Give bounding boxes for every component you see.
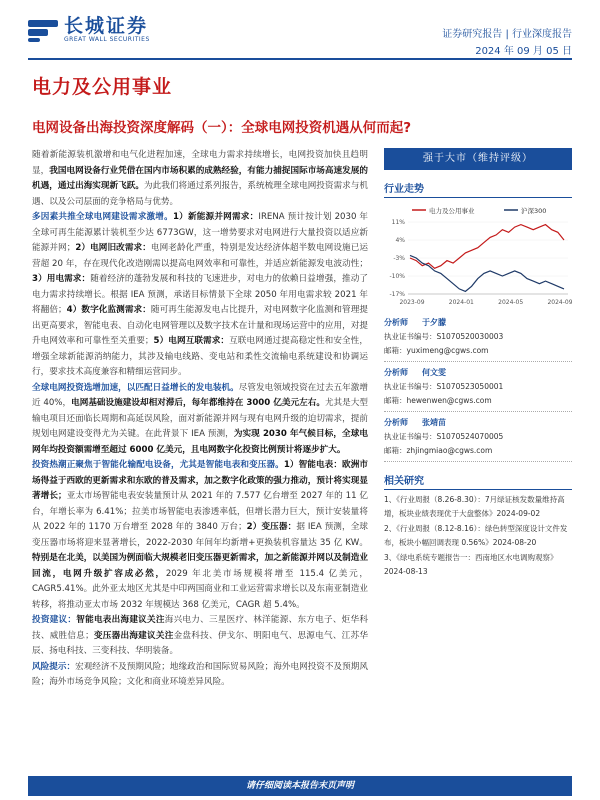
analyst-label: 分析师 — [384, 368, 408, 377]
trend-chart-svg — [384, 202, 572, 312]
y-tick-label: 4% — [395, 237, 405, 244]
analyst-name: 张靖苗 — [422, 418, 446, 427]
text: 随可再生能源发电占比提升，对电网数字化监测和管理提出更高要求，智能电表、自动化电网管理以及数字技术在计量和现场运营中的应用，对提升电网效率和可靠性至关重要； — [32, 305, 368, 346]
paragraph-equipment — [32, 458, 368, 613]
report-type: 证券研究报告 | 行业深度报告 — [442, 29, 572, 40]
text: 随着经济的蓬勃发展和科技的飞速进步，对电力的依赖日益增强，推动了电力需求持续增长。根据 IEA 预测，承诺目标情景下全球 2050 年用电需求较 2021 年将翻倍； — [32, 274, 368, 315]
analyst-card — [384, 362, 572, 412]
para-heading: 多因素共推全球电网建设需求激增。 — [32, 212, 173, 222]
related-item[interactable]: 2、《行业周报（8.12-8.16）：绿色转型深度设计文件发布，板块小幅回调表现 0.56%》2024-08-20 — [384, 524, 568, 547]
related-list — [384, 493, 572, 578]
paragraph-investment — [32, 381, 368, 459]
text: 据 IEA 预测，全球变压器市场将迎来显著增长，2022-2030 年间年均新增+更换装机容量达 35 亿 KW。 — [32, 522, 369, 548]
text-bold: 欧洲市场得益于西欧的更新需求和东欧的普及需求，加之数字化政策的强力推动，预计将实现显著增长； — [32, 460, 368, 501]
paragraph-risk — [32, 660, 368, 691]
header-divider — [28, 58, 572, 60]
para-heading: 投资热潮正聚焦于智能化输配电设备，尤其是智能电表和变压器。 — [32, 460, 284, 470]
text-bold: 电网基础设施建设却相对滞后，每年都维持在 3000 亿美元左右。 — [71, 398, 325, 408]
text-bold: 1）新能源并网需求： — [172, 212, 259, 222]
text: 为此我们将通过系列报告，系统梳理全球电网投资需求与机遇、以及公司层面的竞争格局与优势。 — [32, 181, 368, 207]
main-body — [32, 148, 368, 691]
analyst-email[interactable]: 邮箱：yuximeng@cgws.com — [384, 346, 489, 355]
text-bold: 3）用电需求： — [32, 274, 91, 284]
analyst-cert: 执业证书编号：S1070520030003 — [384, 332, 504, 341]
analyst-email[interactable]: 邮箱：zhjingmiao@cgws.com — [384, 446, 493, 455]
legend-label-a: 电力及公用事业 — [429, 207, 475, 215]
text-bold: 2）变压器： — [246, 522, 297, 532]
analyst-label: 分析师 — [384, 318, 408, 327]
x-tick-label: 2024-09 — [547, 299, 572, 306]
analyst-name: 于夕朦 — [422, 318, 446, 327]
footer-disclaimer: 请仔细阅读本报告末页声明 — [28, 776, 572, 796]
rating-badge: 强于大市（维持评级） — [384, 148, 572, 170]
x-tick-label: 2024-05 — [498, 299, 524, 306]
y-tick-label: -3% — [393, 255, 405, 262]
analyst-name: 何文雯 — [422, 368, 446, 377]
text: 2029 年北美市场规模将增至 115.4 亿美元，CAGR5.41%。此外亚太地区尤其是中印两国商业和工业运营需求增长以及东南亚制造业转移，将推动亚太市场 2032 年规模达 368 亿美元，CAGR 超 5.4%。 — [32, 568, 368, 610]
para-heading: 风险提示： — [32, 661, 76, 672]
text: 随着新能源装机激增和电气化进程加速，全球电力需求持续增长，电网投资加快且趋明显， — [32, 150, 368, 176]
text: 宏观经济不及预期风险；地缘政治和国际贸易风险；海外电网投资不及预期风险；海外市场竞争风险；文化和商业环境差异风险。 — [32, 661, 368, 687]
para-heading: 投资建议： — [32, 615, 77, 625]
text-bold: 4）数字化监测需求： — [66, 305, 151, 315]
report-meta — [442, 26, 572, 60]
x-tick-label: 2023-09 — [399, 299, 425, 306]
text: IRENA 预计按计划 2030 年全球可再生能源累计装机至少达 6773GW，这一增势要求对电网进行大量投资以适应新能源并网； — [32, 212, 368, 253]
analyst-email[interactable]: 邮箱：hewenwen@cgws.com — [384, 396, 492, 405]
y-tick-label: -10% — [389, 273, 405, 280]
industry-name: 电力及公用事业 — [32, 76, 173, 98]
paragraph-advice — [32, 613, 368, 660]
paragraph-intro — [32, 148, 368, 210]
analyst-cert: 执业证书编号：S1070523050001 — [384, 382, 504, 391]
related-title: 相关研究 — [384, 472, 572, 490]
analyst-cert: 执业证书编号：S1070524070005 — [384, 432, 504, 441]
text: 海兴电力、三星医疗、林洋能源、东方电子、炬华科技、威胜信息； — [32, 615, 368, 641]
text: 互联电网通过提高稳定性和安全性，增强全球新能源消纳能力，其涉及输电线路、变电站和柔性交流输电系统建设和协调运行，要求技术高度兼容和精细运营同步。 — [32, 336, 368, 377]
text-bold: 我国电网设备行业凭借在国内市场积累的成熟经验，有能力捕捉国际市场高速发展的机遇，通过出海实现新飞跃。 — [32, 165, 368, 191]
analyst-card — [384, 412, 572, 462]
text-bold: 2）电网旧改需求： — [75, 243, 151, 253]
text: 尤其是大型输电项目还面临长周期和高延误风险，面对新能源并网与现有电网升级的迫切需求，提前规划电网建设变得尤为关键。在此背景下 IEA 预测， — [32, 398, 368, 439]
logo-mark-icon — [28, 17, 58, 43]
text: 亚太市场智能电表安装量预计从 2021 年的 7.577 亿台增至 2027 年的 11 亿台，年增长率为 6.41%；拉美市场智能电表渗透率低，但增长潜力巨大，预计安装量将从 2022 年的 1170 万台增至 2028 年的 3840 万台； — [32, 491, 368, 532]
logo-cn: 长城证券 — [64, 15, 149, 37]
y-tick-label: -17% — [389, 291, 405, 298]
para-heading: 全球电网投资选增加速，以匹配日益增长的发电装机。 — [32, 382, 239, 393]
analyst-card — [384, 312, 572, 362]
text-bold: 特别是在北美，以美国为例面临大规模老旧变压器更新需求，加之新能源并网以及制造业回流，电网升级扩容成必然， — [32, 553, 368, 579]
text-bold: 1）智能电表： — [283, 460, 343, 470]
legend-label-b: 沪深300 — [521, 207, 547, 215]
paragraph-drivers — [32, 210, 368, 381]
x-tick-label: 2024-01 — [448, 299, 474, 306]
report-date: 2024 年 09 月 05 日 — [475, 46, 572, 57]
text-bold: 5）电网互联需求： — [153, 336, 230, 346]
sidebar — [384, 148, 572, 580]
y-tick-label: 11% — [391, 219, 405, 226]
report-header — [0, 0, 600, 60]
text: 电网老龄化严重，特别是发达经济体超半数电网设施已运营超 20 年，存在现代化改造刚需以提高电网效率和可靠性，并适应新能源发电波动性； — [32, 243, 368, 269]
related-item[interactable]: 3、《绿电系统专题报告一：西南地区水电调购观察》2024-08-13 — [384, 553, 558, 576]
text-bold: 智能电表出海建议关注 — [76, 615, 165, 625]
analyst-label: 分析师 — [384, 418, 408, 427]
series-line-1 — [410, 255, 564, 291]
text: 尽管发电领域投资在过去五年激增近 40%， — [32, 382, 368, 408]
series-line-0 — [410, 225, 564, 269]
company-logo — [28, 16, 150, 44]
related-item[interactable]: 1、《行业周报（8.26-8.30）：7月绿证核发数量维持高增，板块业绩表现优于大盘整体》2024-09-02 — [384, 495, 565, 518]
text: 金盘科技、伊戈尔、明阳电气、思源电气、江苏华辰、扬电科技、三变科技、华明装备。 — [32, 630, 368, 656]
text-bold: 为实现 2030 年气候目标，全球电网年均投资额需增至超过 6000 亿美元，且电网数字化投资比例预计将逐步扩大。 — [32, 429, 368, 455]
text-bold: 变压器出海建议关注 — [93, 630, 174, 641]
trend-title: 行业走势 — [384, 180, 572, 198]
logo-en: GREAT WALL SECURITIES — [64, 36, 150, 43]
report-title: 电网设备出海投资深度解码（一）：全球电网投资机遇从何而起? — [32, 120, 412, 136]
trend-chart — [384, 202, 572, 312]
